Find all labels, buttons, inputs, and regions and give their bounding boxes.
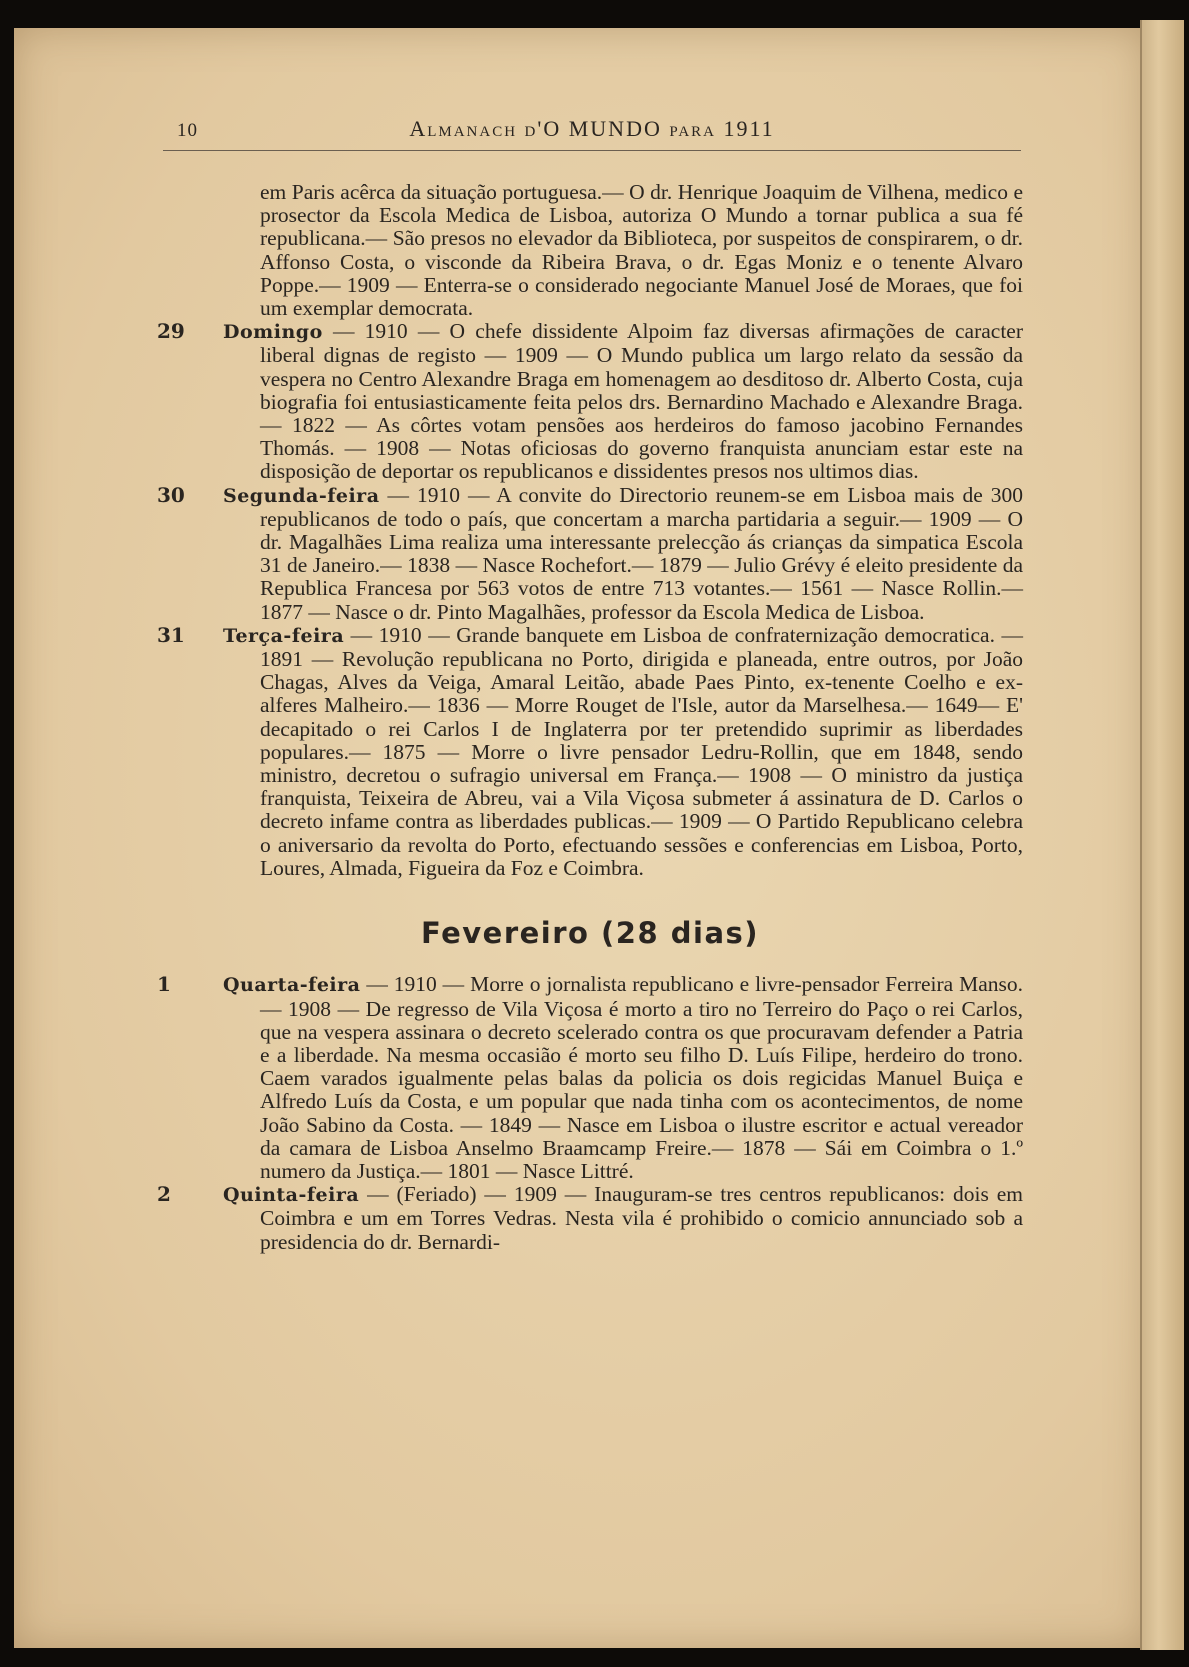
entry-day: 1 [157, 972, 171, 997]
running-title: Almanach d'O MUNDO para 1911 [409, 116, 775, 141]
intro-paragraph: em Paris acêrca da situação portuguesa.— O dr. Henrique Joaquim de Vilhena, medico e prosector da Escola Medica de Lisboa, autoriza O Mundo a tornar publica a sua fé republicana.— São presos no elevador da Biblioteca, por suspeitos de conspirarem, o dr. Affonso Costa, o visconde da Ribeira Brava, o dr. Egas Moniz e o tenente Alvaro Poppe.— 1909 — Enterra-se o considerado negociante Manuel José de Moraes, que foi um exemplar democrata. [260, 180, 1023, 321]
entry-text: — 1910 — O chefe dissidente Alpoim faz diversas afirmações de caracter liberal dignas de registo — 1909 — O Mundo publica um largo relato da sessão da vespera no Centro Alexandre Braga em homenagem ao desditoso dr. Alberto Costa, cuja biografia foi entusiasticamente feita pelos drs. Bernardino Machado e Alexandre Braga.— 1822 — As côrtes votam pensões aos herdeiros do famoso jacobino Fernandes Thomás. — 1908 — Notas oficiosas do governo franquista anunciam estar este na disposição de deportar os republicanos e dissidentes presos nos ultimos dias. [260, 319, 1023, 484]
entry-weekday: Quarta-feira [223, 974, 361, 997]
entry-day: 2 [157, 1182, 171, 1207]
month-heading: Fevereiro (28 dias) [420, 916, 760, 951]
entry-day: 30 [157, 482, 185, 507]
entry-day: 29 [157, 319, 185, 344]
entry-day: 31 [157, 622, 185, 647]
entry-text: — 1910 — A convite do Directorio reunem-se em Lisboa mais de 300 republicanos de todo o país, que concertam a marcha partidaria a seguir.— 1909 — O dr. Magalhães Lima realiza uma interessante prelecção ás crianças da simpatica Escola 31 de Janeiro.— 1838 — Nasce Rochefort.— 1879 — Julio Grévy é eleito presidente da Republica Francesa por 563 votos de entre 713 votantes.— 1561 — Nasce Rollin.— 1877 — Nasce o dr. Pinto Magalhães, professor da Escola Medica de Lisboa. [260, 482, 1023, 624]
entry-weekday: Domingo [223, 321, 323, 344]
entry-jan-29 [157, 320, 1023, 483]
entry-feb-1 [157, 973, 1023, 1183]
entry-weekday: Terça-feira [223, 624, 345, 647]
entry-jan-30 [157, 484, 1023, 624]
entry-text: — (Feriado) — 1909 — Inauguram-se tres centros republicanos: dois em Coimbra e um em Torres Vedras. Nesta vila é prohibido o comicio annunciado sob a presidencia do dr. Bernardi- [260, 1182, 1023, 1254]
page-header [163, 116, 1021, 151]
february-section [157, 973, 1023, 1253]
entry-weekday: Quinta-feira [223, 1184, 360, 1207]
entry-weekday: Segunda-feira [223, 484, 380, 507]
page-edge [1140, 20, 1184, 1650]
page-number: 10 [177, 120, 198, 141]
entry-text: — 1910 — Grande banquete em Lisboa de confraternização democratica. — 1891 — Revolução republicana no Porto, dirigida e planeada, entre outros, por João Chagas, Alves da Veiga, Amaral Leitão, abade Paes Pinto, ex-tenente Coelho e ex-alferes Malheiro.— 1836 — Morre Rouget de l'Isle, autor da Marselhesa.— 1649— E' decapitado o rei Carlos I de Inglaterra por ter pretendido suprimir as liberdades populares.— 1875 — Morre o livre pensador Ledru-Rollin, que em 1848, sendo ministro, decretou o sufragio universal em França.— 1908 — O ministro da justiça franquista, Teixeira de Abreu, vai a Vila Viçosa submeter á assinatura de D. Carlos o decreto infame contra as liberdades publicas.— 1909 — O Partido Republicano celebra o aniversario da revolta do Porto, efectuando sessões e conferencias em Lisboa, Porto, Loures, Almada, Figueira da Foz e Coimbra. [260, 622, 1024, 880]
page-body [157, 181, 1023, 1254]
entry-jan-31 [157, 624, 1023, 880]
entry-feb-2 [157, 1183, 1023, 1254]
entry-text: — 1910 — Morre o jornalista republicano e livre-pensador Ferreira Manso.— 1908 — De regresso de Vila Viçosa é morto a tiro no Terreiro do Paço o rei Carlos, que na vespera assinara o decreto scelerado contra os que procuravam defender a Patria e a liberdade. Na mesma occasião é morto seu filho D. Luís Filipe, herdeiro do trono. Caem varados igualmente pelas balas da policia os dois regicidas Manuel Buiça e Alfredo Luís da Costa, e um popular que nada tinha com os acontecimentos, de nome João Sabino da Costa. — 1849 — Nasce em Lisboa o ilustre escritor e actual vereador da camara de Lisboa Anselmo Braamcamp Freire.— 1878 — Sái em Coimbra o 1.º numero da Justiça.— 1801 — Nasce Littré. [260, 972, 1024, 1183]
